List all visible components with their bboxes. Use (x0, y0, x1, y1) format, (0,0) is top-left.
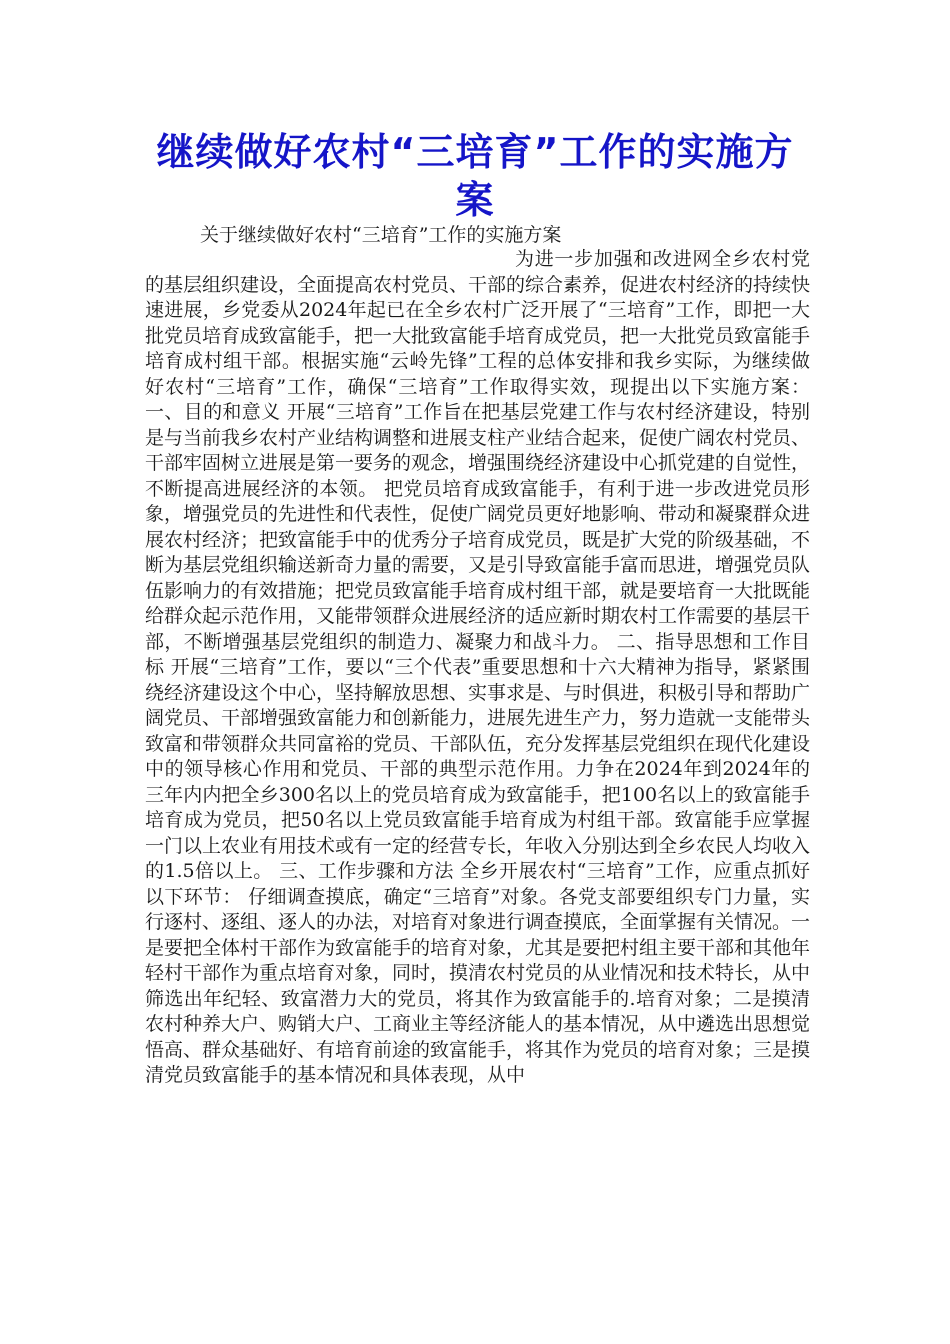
document-title: 继续做好农村“三培育”工作的实施方案 (156, 130, 794, 222)
document-subtitle: 关于继续做好农村“三培育”工作的实施方案 (200, 224, 562, 246)
document-body: 为进一步加强和改进网全乡农村党的基层组织建设，全面提高农村党员、干部的综合素养，促进农村经济的持续快速进展，乡党委从2024年起已在全乡农村广泛开展了“三培育”工作，即把一大批党员培育成致富能手，把一大批致富能手培育成党员，把一大批党员致富能手培育成村组干部。根据实施“云岭先锋”工程的总体安排和我乡实际，为继续做好农村“三培育”工作，确保“三培育”工作取得实效，现提出以下实施方案： 一、目的和意义 开展“三培育”工作旨在把基层党建工作与农村经济建设，特别是与当前我乡农村产业结构调整和进展支柱产业结合起来，促使广阔农村党员、干部牢固树立进展是第一要务的观念，增强围绕经济建设中心抓党建的自觉性，不断提高进展经济的本领。 把党员培育成致富能手，有利于进一步改进党员形象，增强党员的先进性和代表性，促使广阔党员更好地影响、带动和凝聚群众进展农村经济；把致富能手中的优秀分子培育成党员，既是扩大党的阶级基础，不断为基层党组织输送新奇力量的需要，又是引导致富能手富而思进，增强党员队伍影响力的有效措施；把党员致富能手培育成村组干部，就是要培育一大批既能给群众起示范作用，又能带领群众进展经济的适应新时期农村工作需要的基层干部，不断增强基层党组织的制造力、凝聚力和战斗力。 二、指导思想和工作目标 开展“三培育”工作，要以“三个代表”重要思想和十六大精神为指导，紧紧围绕经济建设这个中心，坚持解放思想、实事求是、与时俱进，积极引导和帮助广阔党员、干部增强致富能力和创新能力，进展先进生产力，努力造就一支能带头致富和带领群众共同富裕的党员、干部队伍，充分发挥基层党组织在现代化建设中的领导核心作用和党员、干部的典型示范作用。力争在2024年到2024年的三年内内把全乡300名以上的党员培育成为致富能手，把100名以上的致富能手培育成为党员，把50名以上党员致富能手培育成为村组干部。致富能手应掌握一门以上农业有用技术或有一定的经营专长，年收入分别达到全乡农民人均收入的1.5倍以上。 三、工作步骤和方法 全乡开展农村“三培育”工作，应重点抓好以下环节： 仔细调查摸底，确定“三培育”对象。各党支部要组织专门力量，实行逐村、逐组、逐人的办法，对培育对象进行调查摸底，全面掌握有关情况。一是要把全体村干部作为致富能手的培育对象，尤其是要把村组主要干部和其他年轻村干部作为重点培育对象，同时，摸清农村党员的从业情况和技术特长，从中筛选出年纪轻、致富潜力大的党员，将其作为致富能手的.培育对象；二是摸清农村种养大户、购销大户、工商业主等经济能人的基本情况，从中遴选出思想觉悟高、群众基础好、有培育前途的致富能手，将其作为党员的培育对象；三是摸清党员致富能手的基本情况和具体表现，从中 (145, 248, 811, 1086)
